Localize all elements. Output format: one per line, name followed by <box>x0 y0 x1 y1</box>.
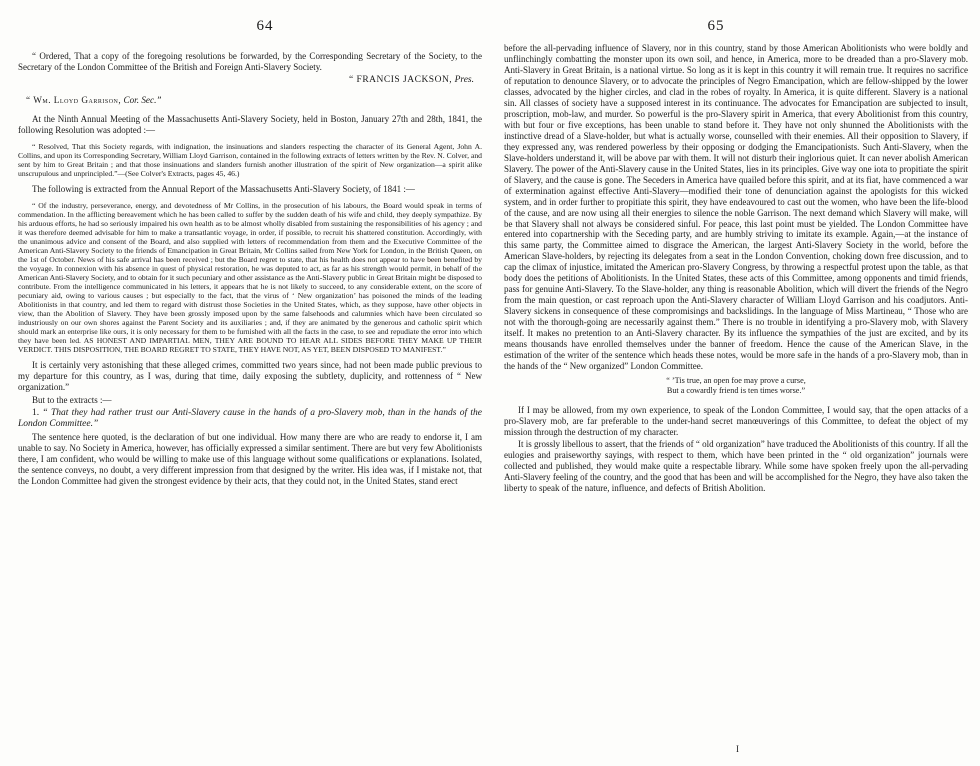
verse-quote <box>504 376 968 397</box>
verse-line: “ ’Tis true, an open foe may prove a curse, <box>666 376 806 386</box>
addressee-garrison <box>26 95 482 106</box>
paragraph: The sentence here quoted, is the declaration of but one individual. How many there are who are ready to endorse it, I am unable to say. No Society in America, however, has officially expressed a similar sentiment. There are but very few Abolitionists there, I am confident, who would be willing to make use of this language without some qualifications or explanations. Isolated, the sentence conveys, no doubt, a very different impression from that designed by the writer. His idea was, if I mistake not, that the London Committee had given the strongest evidence by their acts, that they could not, in the United States, stand erect <box>18 432 482 486</box>
paragraph: It is grossly libellous to assert, that the friends of “ old organization” have traduced the Abolitionists of this country. If all the eulogies and praiseworthy sayings, with respect to them, which have been printed in the “ old organization” journals were collected and published, they would make quite a respectable library. While some have spoken freely upon the all-pervading Anti-Slavery feeling of the country, and the good that has been and will be accomplished for the Negro, they have also taken the liberty to speak of the nature, influence, and defects of British Abolition. <box>504 439 968 494</box>
paragraph: It is certainly very astonishing that these alleged crimes, committed two years since, had not been made public previous to my departure for this country, as I was, during that time, daily exposing the subtlety, duplicity, and rottenness of “ New organization.” <box>18 360 482 393</box>
addressee-name: “ Wm. Lloyd Garrison, <box>26 94 122 105</box>
numbered-extract <box>18 408 482 430</box>
left-page-text <box>18 51 482 487</box>
left-page <box>18 16 482 766</box>
paragraph: The following is extracted from the Annual Report of the Massachusetts Anti-Slavery Society, of 1841 :— <box>32 183 415 194</box>
paragraph: But to the extracts :— <box>32 395 112 406</box>
signature-title: Pres. <box>454 74 474 85</box>
quoted-report: “ Of the industry, perseverance, energy, and devotedness of Mr Collins, in the prosecution of his labours, the Board would speak in terms of commendation. In the afflicting bereavement which he has been called to suffer by the sudden death of his wife and child, they deeply sympathize. By his arduous efforts, he had so seriously impaired his own health as to be almost wholly disabled from sustaining the responsibilities of his agency ; and it was therefore deemed advisable for him to make a transatlantic voyage, in order, if possible, to recruit his shattered constitution. Accordingly, with the unanimous advice and consent of the Board, and also supplied with letters of recommendation from them and the Executive Committee of the American Anti-Slavery Society to the friends of Emancipation in Great Britain, Mr Collins sailed from New York for London, in the British Queen, on the 1st of October. News of his safe arrival has been received ; but the Board regret to state, that his health does not appear to have been benefited by the voyage. In connexion with his absence in quest of physical restoration, he was deputed to act, as far as his strength would permit, in behalf of the American Anti-Slavery Society, and to obtain for it such pecuniary and other assistance as the Anti-Slavery public in Great Britain might be disposed to contribute. From the intelligence communicated in his letters, it appears that he is not likely to succeed, to any considerable extent, on the score of pecuniary aid, owing to various causes ; but especially to the fact, that the virus of ‘ New organization’ has poisoned the minds of the leading Abolitionists in that country, and led them to regard with distrust those Societies in the United States, which, as they suppose, have other objects in view, than the Abolition of Slavery. They have been grossly imposed upon by the same falsehoods and calumnies which have been circulated so industriously on our own shores against the Parent Society and its auxiliaries ; and, if they are animated by the generous and catholic spirit which should mark an enterprise like ours, it is only necessary for them to be furnished with all the facts in the case, to see and repudiate the error into which they have been led. AS HONEST AND IMPARTIAL MEN, THEY ARE BOUND TO HEAR ALL SIDES BEFORE THEY MAKE UP THEIR VERDICT. THIS DISPOSITION, THE BOARD REGRET TO STATE, THEY HAVE NOT, AS YET, BEEN DISPOSED TO MANIFEST.” <box>18 200 482 355</box>
signature-jackson <box>18 75 482 87</box>
paragraph: “ Ordered, That a copy of the foregoing resolutions be forwarded, by the Corresponding Secretary of the Society, to the Secretary of the London Committee of the British and Foreign Anti-Slavery Society. <box>18 51 482 72</box>
paragraph: If I may be allowed, from my own experience, to speak of the London Committee, I would say, that the open attacks of a pro-Slavery mob, are far preferable to the under-hand secret manœuverings of this Committee, to defeat the object of my mission through the destruction of my character. <box>504 404 968 437</box>
paragraph: before the all-pervading influence of Slavery, nor in this country, stand by those American Abolitionists who were boldly and unflinchingly combatting the monster upon its own soil, and hence, in America, more to be dreaded than a pro-Slavery mob. Anti-Slavery in Great Britain, is a national virtue. So long as it is kept in this country it will remain true. It requires no sacrifice of reputation to denounce Slavery, or to advocate the principles of Negro Emancipation, which are fellow-shipped by the lower classes, advocated by the higher circles, and clad in the robes of royalty. In America, it is quite different. Slavery is a national sin. All classes of society have a supposed interest in its continuance. The advocates for Emancipation are subjected to insult, proscription, mob-law, and murder. So powerful is the pro-Slavery spirit in America, that every Abolitionist from this country, with but four or five exceptions, has been unable to stand before it. They have not only shunned the Abolitionists with the instinctive dread of a Slave-holder, but what is actually worse, counselled with their enemies. All their opposition to Slavery, if they expressed any, was rendered powerless by their opposing or dodging the Emancipationists. Such Anti-Slavery, when the Slave-holders understand it, will be above par with them. It will not disturb their inglorious quiet. It can never abolish American Slavery. The power of the Anti-Slavery cause in the United States, lies in its principles. Give way one iota to propitiate the spirit of Slavery, and the cause is gone. The Seceders in America have quailed before this spirit, and at its fiat, have commenced a war of extermination against effective Anti-Slavery—modified their tone of denunciation against the apologists for this wicked system, and in order further to propitiate this spirit, they have endeavoured to cast out the women, who have been the life-blood of the cause, and are now using all their energies to silence the noble Garrison. The next demand which Slavery will make, will be that Slavery shall not always be considered sinful. For peace, this last point must be yielded. The London Committee have entered into copartnership with the Seceding party, and are humbly striving to imitate its example. Again,—at the instance of this same party, the Committee aimed to disgrace the American, the largest Anti-Slavery Society in the world, before the American Slave-holders, by rejecting its delegates from a seat in the London Convention, choking down free discussion, and to cap the climax of injustice, imitated the American pro-Slavery Congress, by throwing a respectful protest upon the table, as that body does the petitions of Abolitionists. In the United States, these acts of this Committee, among opponents and timid friends, pass for genuine Anti-Slavery. To the Slave-holder, any thing is reasonable Abolition, which will divert the friends of the Negro from the main question, or cast reproach upon the Anti-Slavery character of William Lloyd Garrison and his coadjutors. Anti-Slavery sickens in consequence of these compromisings and backslidings. In the language of Miss Martineau, “ Those who are not with the thorough-going are necessarily against them.” There is no trouble in identifying a pro-Slavery mob, with Slavery itself. It makes no pretention to an Anti-Slavery character. By its influence the sympathies of the just are excited, and by its means thousands have enrolled themselves under the banner of freedom. Hence the cause of the American Slave, in the estimation of the writer of the sentence which heads these notes, would be more safe in the hands of a pro-Slavery mob, than in the hands of the “ New organized” London Committee. <box>504 43 968 372</box>
page-number-right: 65 <box>707 18 725 34</box>
item-number: 1. <box>32 408 40 419</box>
verse-line: But a cowardly friend is ten times worse.” <box>666 386 806 396</box>
page-number-left: 64 <box>256 18 274 34</box>
item-text: “ That they had rather trust our Anti-Slavery cause in the hands of a pro-Slavery mob, than in the hands of the London Committee.” <box>18 408 482 430</box>
addressee-title: Cor. Sec.” <box>123 94 162 105</box>
quoted-resolution: “ Resolved, That this Society regards, with indignation, the insinuations and slanders respecting the character of its General Agent, John A. Collins, and upon its Corresponding Secretary, William Lloyd Garrison, contained in the following extracts of letters written by the Rev. N. Colver, and sent by him to Great Britain ; and that those insinuations and slanders furnish another illustration of the spirit of New organization—a spirit alike unscrupulous and unprincipled.”—(See Colver's Extracts, pages 45, 46.) <box>18 141 482 178</box>
right-page-text <box>504 43 968 494</box>
paragraph: At the Ninth Annual Meeting of the Massachusetts Anti-Slavery Society, held in Boston, January 27th and 28th, 1841, the following Resolution was adopted :— <box>18 113 482 135</box>
signature-mark: I <box>736 744 739 754</box>
signature-name: “ FRANCIS JACKSON, <box>348 74 453 85</box>
right-page <box>504 16 968 766</box>
